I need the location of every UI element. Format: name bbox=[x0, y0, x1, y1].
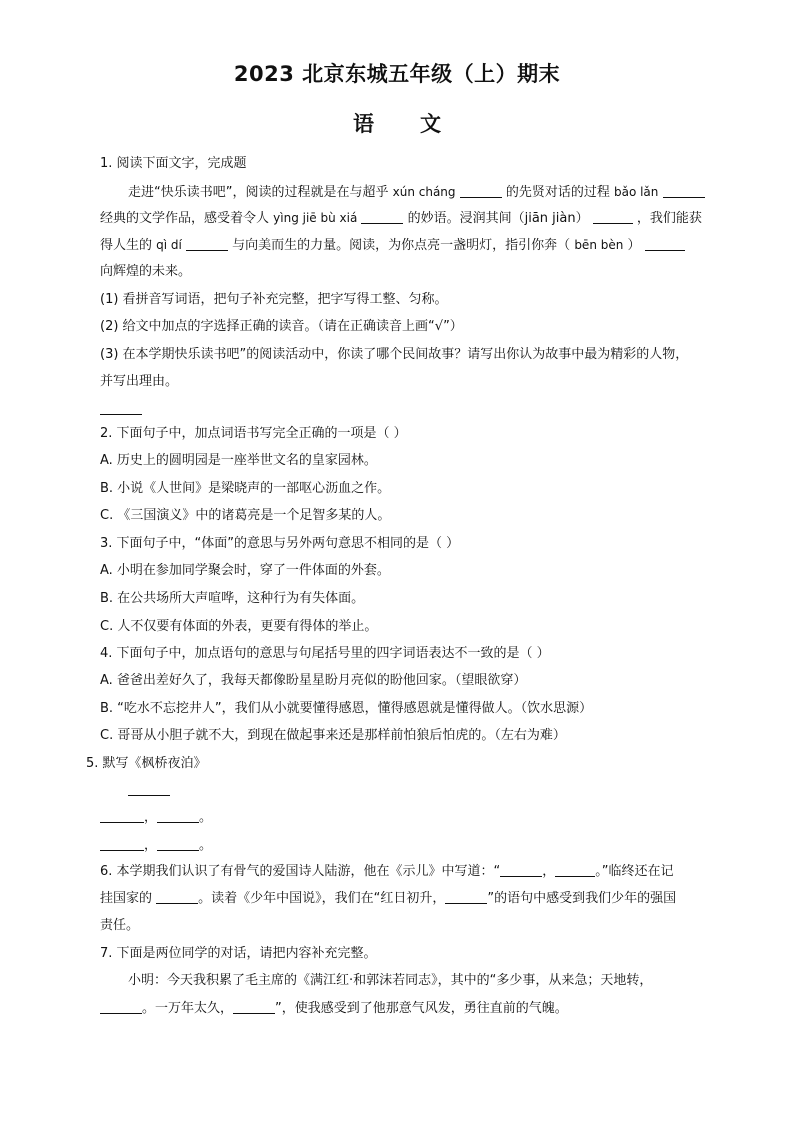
pinyin-4: qì dí bbox=[156, 238, 182, 252]
answer-blank[interactable] bbox=[593, 209, 633, 224]
q7-dialog-line-1: 小明：今天我积累了毛主席的《满江红·和郭沫若同志》，其中的“多少事，从来急；天地转， bbox=[128, 973, 653, 988]
q5-poem-line-1: ， 。 bbox=[100, 808, 730, 828]
q7-stem: 7. 下面是两位同学的对话，请把内容补充完整。 bbox=[100, 946, 377, 961]
q5-title-line bbox=[128, 781, 758, 801]
pinyin-2: bǎo lǎn bbox=[613, 185, 659, 199]
q4-option-b: B. “吃水不忘挖井人”，我们从小就要懂得感恩，懂得感恩就是懂得做人。（饮水思源） bbox=[100, 701, 593, 716]
q7-dialog-line-2: 。一万年太久， ”，使我感受到了他那意气风发，勇往直前的气魄。 bbox=[100, 999, 730, 1019]
pinyin-3: yìng jiē bù xiá bbox=[273, 211, 358, 225]
q1-stem: 1. 阅读下面文字，完成题 bbox=[100, 156, 247, 171]
q1-sub-3-line-1: (3) 在本学期快乐读书吧”的阅读活动中，你读了哪个民间故事？请写出你认为故事中最为精彩的人物， bbox=[100, 347, 689, 362]
pinyin-1: xún cháng bbox=[392, 185, 456, 199]
q6-line-3: 责任。 bbox=[100, 918, 140, 933]
answer-blank[interactable] bbox=[645, 236, 685, 251]
answer-blank[interactable] bbox=[100, 400, 142, 415]
q1-answer-line bbox=[100, 400, 730, 420]
q5-poem-line-2: ， 。 bbox=[100, 836, 730, 856]
answer-blank[interactable] bbox=[156, 889, 198, 904]
subject-char-2: 文 bbox=[420, 112, 441, 136]
q2-option-a: A. 历史上的圆明园是一座举世文名的皇家园林。 bbox=[100, 453, 377, 468]
answer-blank[interactable] bbox=[555, 862, 595, 877]
exam-title: 2023 北京东城五年级（上）期末 bbox=[233, 62, 561, 86]
answer-blank[interactable] bbox=[361, 209, 403, 224]
answer-blank[interactable] bbox=[460, 183, 502, 198]
answer-blank[interactable] bbox=[500, 862, 542, 877]
q1-passage-line-3: 得人生的 qì dí 与向美而生的力量。阅读，为你点亮一盏明灯，指引你奔（ bēn bèn ） bbox=[100, 235, 730, 256]
answer-blank[interactable] bbox=[100, 836, 144, 851]
answer-blank[interactable] bbox=[445, 889, 487, 904]
pinyin-5: bēn bèn bbox=[574, 238, 624, 252]
q3-stem: 3. 下面句子中，“体面”的意思与另外两句意思不相同的是（ ） bbox=[100, 536, 460, 551]
q1-sub-3-line-2: 并写出理由。 bbox=[100, 374, 179, 389]
q4-stem: 4. 下面句子中，加点语句的意思与句尾括号里的四字词语表达不一致的是（ ） bbox=[100, 646, 550, 661]
q6-line-1: 6. 本学期我们认识了有骨气的爱国诗人陆游，他在《示儿》中写道：“ ， 。”临终还在记 bbox=[100, 864, 674, 879]
q5-stem: 5. 默写《枫桥夜泊》 bbox=[86, 756, 207, 771]
q1-sub-2: (2) 给文中加点的字选择正确的读音。（请在正确读音上画“√”） bbox=[100, 319, 463, 334]
q6-line-2: 挂国家的 。读着《少年中国说》，我们在“红日初升， ”的语句中感受到我们少年的强国 bbox=[100, 891, 677, 906]
q3-option-a: A. 小明在参加同学聚会时，穿了一件体面的外套。 bbox=[100, 563, 390, 578]
answer-blank[interactable] bbox=[663, 183, 705, 198]
q1-sub-1: (1) 看拼音写词语，把句子补充完整，把字写得工整、匀称。 bbox=[100, 292, 448, 307]
answer-blank[interactable] bbox=[186, 236, 228, 251]
q2-option-c: C. 《三国演义》中的诸葛亮是一个足智多某的人。 bbox=[100, 508, 391, 523]
q2-stem: 2. 下面句子中，加点词语书写完全正确的一项是（ ） bbox=[100, 426, 407, 441]
q3-option-c: C. 人不仅要有体面的外表，更要有得体的举止。 bbox=[100, 619, 378, 634]
q1-passage-line-1: 走进“快乐读书吧”，阅读的过程就是在与超乎 xún cháng 的先贤对话的过程 bǎo lǎn bbox=[128, 182, 722, 203]
answer-blank[interactable] bbox=[157, 808, 199, 823]
subject-heading bbox=[0, 108, 794, 138]
q1-passage-line-4: 向辉煌的未来。 bbox=[100, 264, 192, 279]
q1-passage-line-2: 经典的文学作品，感受着令人 yìng jiē bù xiá 的妙语。浸润其间（jiān jiàn） ，我们能获 bbox=[100, 211, 702, 226]
answer-blank[interactable] bbox=[100, 808, 144, 823]
q4-option-a: A. 爸爸出差好久了，我每天都像盼星星盼月亮似的盼他回家。（望眼欲穿） bbox=[100, 673, 527, 688]
q2-option-b: B. 小说《人世间》是梁晓声的一部呕心沥血之作。 bbox=[100, 481, 391, 496]
subject-char-1: 语 bbox=[353, 112, 374, 136]
q4-option-c: C. 哥哥从小胆子就不大，到现在做起事来还是那样前怕狼后怕虎的。（左右为难） bbox=[100, 728, 566, 743]
answer-blank[interactable] bbox=[233, 999, 275, 1014]
answer-blank[interactable] bbox=[128, 781, 170, 796]
answer-blank[interactable] bbox=[157, 836, 199, 851]
answer-blank[interactable] bbox=[100, 999, 142, 1014]
q3-option-b: B. 在公共场所大声喧哗，这种行为有失体面。 bbox=[100, 591, 365, 606]
